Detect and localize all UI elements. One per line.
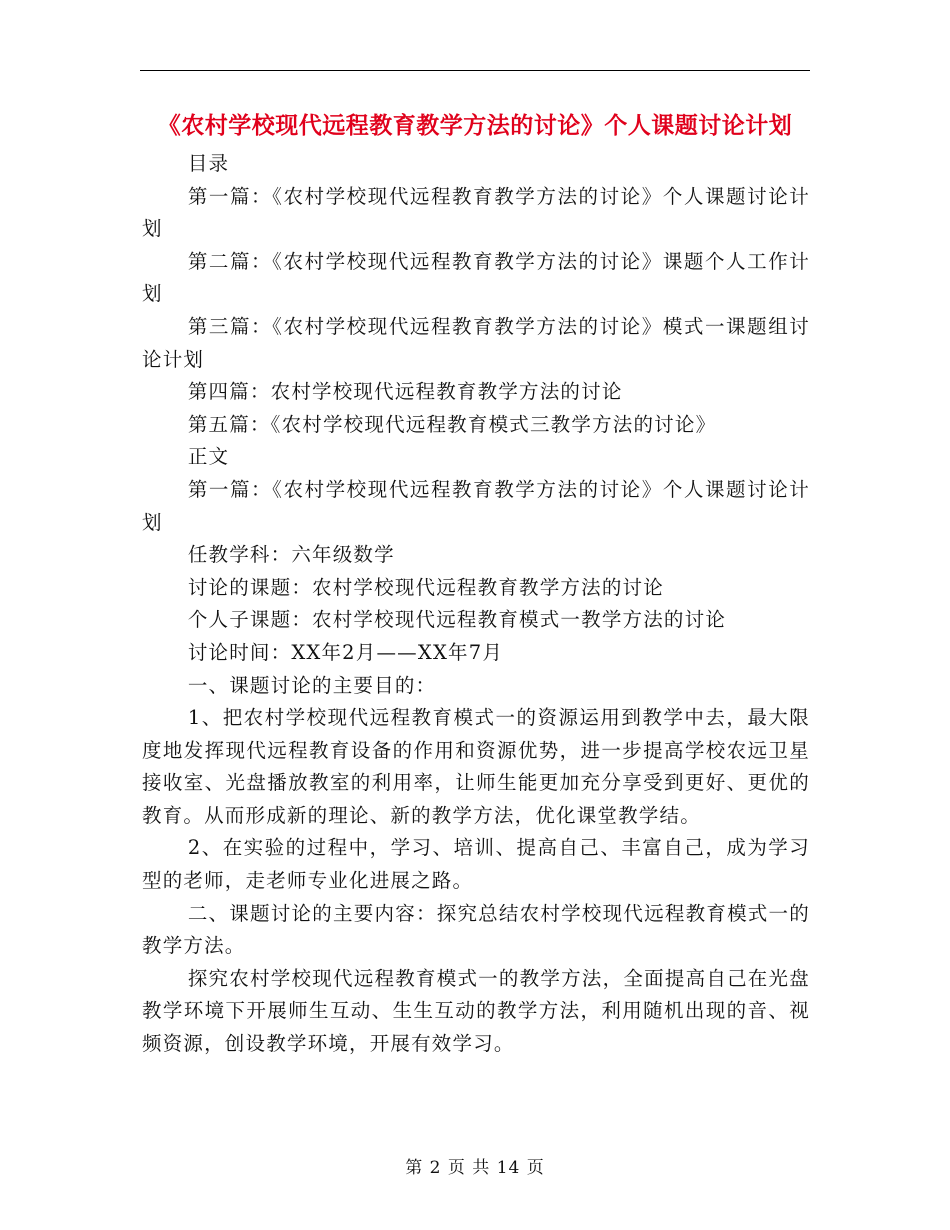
paragraph-period: 讨论时间：XX年2月——XX年7月 [187, 640, 504, 664]
paragraph-content: 探究农村学校现代远程教育模式一的教学方法，全面提高自己在光盘教学环境下开展师生互动、生生互动的教学方法，利用随机出现的音、视频资源，创设教学环境，开展有效学习。 [142, 966, 810, 1056]
document-body [142, 148, 810, 1061]
paragraph-toc-item-3: 第三篇：《农村学校现代远程教育教学方法的讨论》模式一课题组讨论计划 [142, 314, 810, 371]
paragraph-toc-item-5: 第五篇：《农村学校现代远程教育模式三教学方法的讨论》 [187, 412, 717, 436]
page-number-footer: 第 2 页 共 14 页 [405, 1158, 545, 1178]
paragraph-toc-item-2: 第二篇：《农村学校现代远程教育教学方法的讨论》课题个人工作计划 [142, 249, 810, 306]
paragraph-topic: 讨论的课题：农村学校现代远程教育教学方法的讨论 [187, 575, 664, 599]
paragraph-toc-item-1: 第一篇：《农村学校现代远程教育教学方法的讨论》个人课题讨论计划 [142, 184, 810, 241]
paragraph-main-heading: 正文 [187, 445, 230, 469]
document-title: 《农村学校现代远程教育教学方法的讨论》个人课题讨论计划 [157, 113, 793, 139]
paragraph-goal-1: 1、把农村学校现代远程教育模式一的资源运用到教学中去，最大限度地发挥现代远程教育设备的作用和资源优势，进一步提高学校农远卫星接收室、光盘播放教室的利用率，让师生能更加充分享受到更好、更优的教育。从而形成新的理论、新的教学方法，优化课堂教学结。 [142, 706, 810, 827]
paragraph-subject: 任教学科：六年级数学 [187, 543, 395, 567]
header-rule [140, 70, 810, 71]
paragraph-section-two-heading: 二、课题讨论的主要内容：探究总结农村学校现代远程教育模式一的教学方法。 [142, 901, 810, 958]
paragraph-goal-2: 2、在实验的过程中，学习、培训、提高自己、丰富自己，成为学习型的老师，走老师专业化进展之路。 [142, 836, 810, 893]
paragraph-part-one-title: 第一篇：《农村学校现代远程教育教学方法的讨论》个人课题讨论计划 [142, 477, 810, 534]
paragraph-toc-item-4: 第四篇：农村学校现代远程教育教学方法的讨论 [187, 380, 623, 404]
paragraph-sub-topic: 个人子课题：农村学校现代远程教育模式一教学方法的讨论 [187, 608, 727, 632]
paragraph-section-one-heading: 一、课题讨论的主要目的： [187, 673, 437, 697]
paragraph-toc-heading: 目录 [187, 152, 230, 175]
